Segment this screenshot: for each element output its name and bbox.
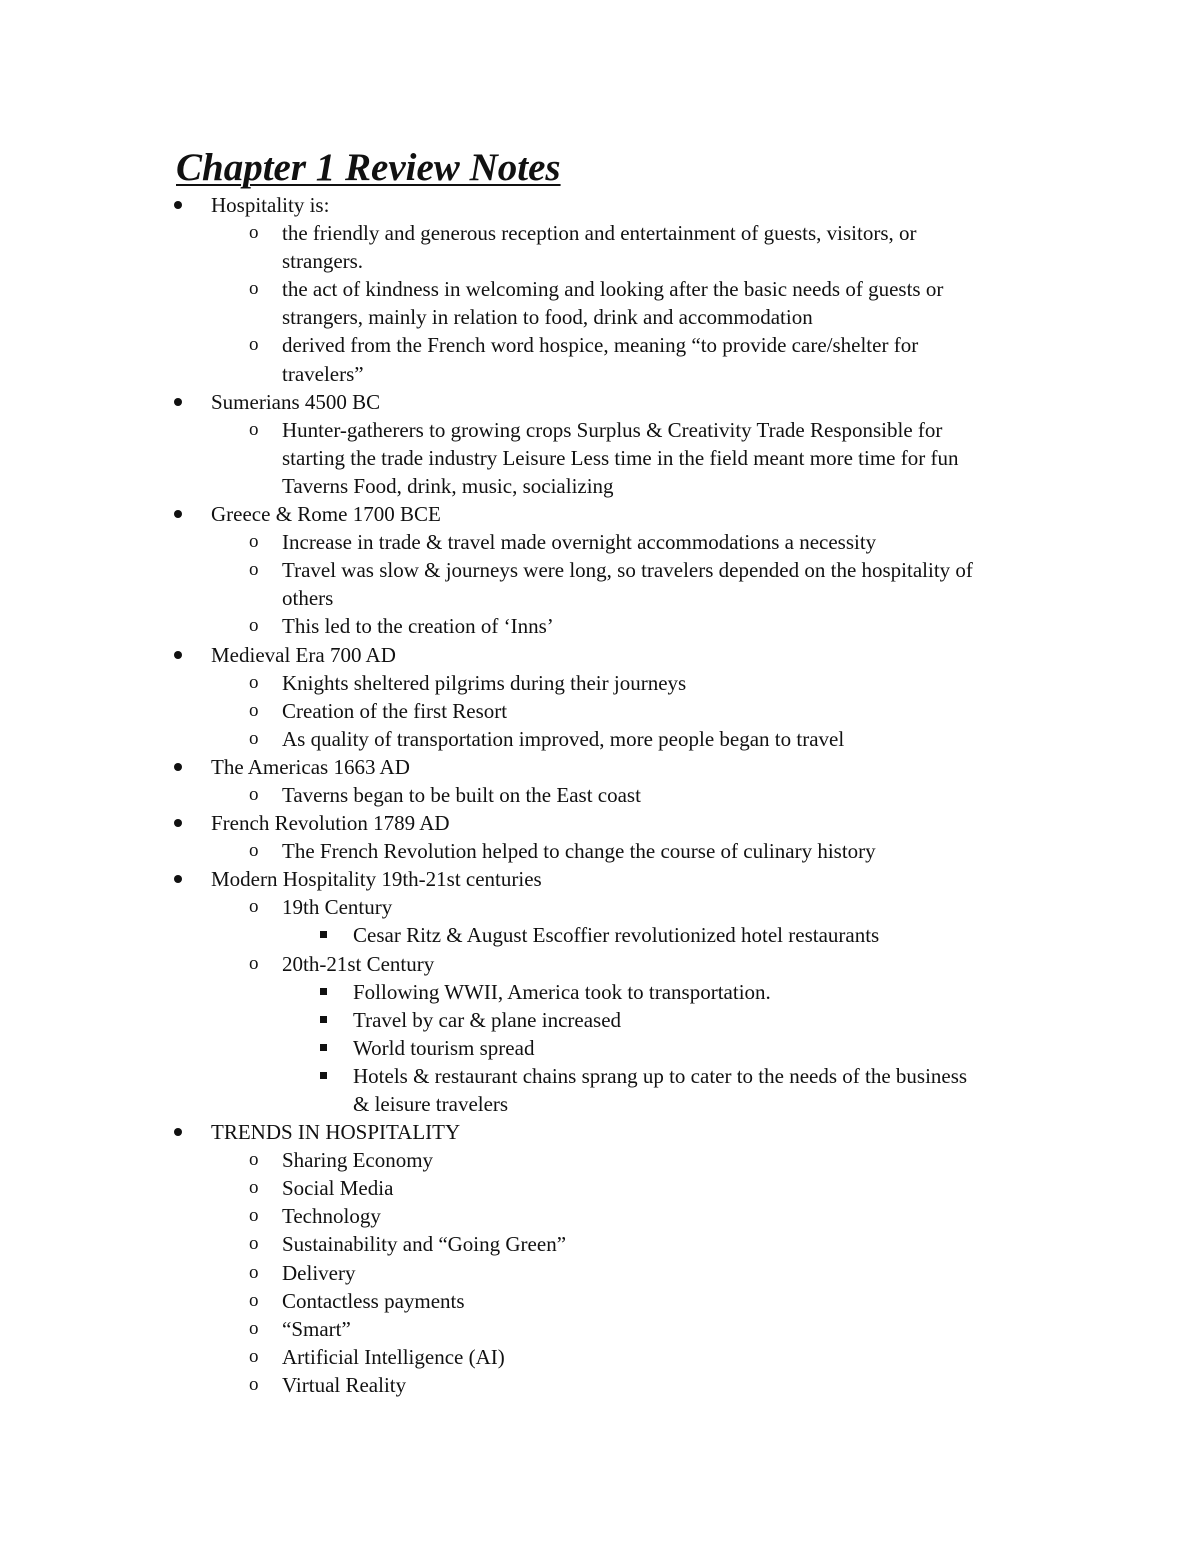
bullet-circle-icon: o: [249, 1205, 259, 1227]
list-item-text: The Americas 1663 AD: [211, 754, 410, 779]
list-item-continuation: [0, 472, 1200, 500]
bullet-circle-icon: o: [249, 671, 259, 693]
bullet-circle-icon: o: [249, 840, 259, 862]
list-item-level-2: [0, 275, 1200, 303]
list-item-text: the friendly and generous reception and entertainment of guests, visitors, or: [282, 221, 917, 246]
list-item-level-2: [0, 697, 1200, 725]
bullet-circle-icon: o: [249, 559, 259, 581]
list-item-level-1: [0, 865, 1200, 893]
list-item-continuation: [0, 444, 1200, 472]
list-item-text: Virtual Reality: [282, 1372, 407, 1397]
list-item-text: “Smart”: [282, 1316, 351, 1341]
list-item-level-2: [0, 1202, 1200, 1230]
list-item-text: French Revolution 1789 AD: [211, 811, 450, 836]
bullet-circle-icon: o: [249, 896, 259, 918]
list-item-level-1: [0, 1118, 1200, 1146]
list-item-text: Hotels & restaurant chains sprang up to cater to the needs of the business: [353, 1063, 968, 1088]
list-item-text: TRENDS IN HOSPITALITY: [211, 1120, 461, 1145]
list-item-text: Delivery: [282, 1260, 356, 1285]
list-item-level-2: [0, 1259, 1200, 1287]
list-item-text: Taverns Food, drink, music, socializing: [282, 473, 614, 498]
list-item-text: World tourism spread: [353, 1035, 535, 1060]
list-item-text: Increase in trade & travel made overnight accommodations a necessity: [282, 530, 877, 555]
list-item-text: Sharing Economy: [282, 1148, 434, 1173]
list-item-text: Social Media: [282, 1176, 394, 1201]
bullet-square-icon: [320, 978, 330, 1006]
list-item-text: This led to the creation of ‘Inns’: [282, 614, 554, 639]
list-item-text: Contactless payments: [282, 1288, 465, 1313]
list-item-level-1: [0, 191, 1200, 219]
list-item-level-2: [0, 1174, 1200, 1202]
list-item-text: Taverns began to be built on the East coast: [282, 782, 641, 807]
bullet-square-icon: [320, 921, 330, 949]
list-item-text: Cesar Ritz & August Escoffier revolutionized hotel restaurants: [353, 923, 880, 948]
bullet-circle-icon: o: [249, 334, 259, 356]
list-item-text: derived from the French word hospice, meaning “to provide care/shelter for: [282, 333, 919, 358]
list-item-level-3: [0, 921, 1200, 949]
bullet-square-icon: [320, 1062, 330, 1090]
list-item-level-2: [0, 1343, 1200, 1371]
list-item-level-2: [0, 1146, 1200, 1174]
bullet-circle-icon: o: [249, 727, 259, 749]
list-item-text: the act of kindness in welcoming and looking after the basic needs of guests or: [282, 277, 944, 302]
bullet-circle-icon: o: [249, 222, 259, 244]
list-item-level-2: [0, 556, 1200, 584]
bullet-square-icon: [320, 1034, 330, 1062]
bullet-square-icon: [320, 1006, 330, 1034]
list-item-level-2: [0, 1287, 1200, 1315]
list-item-level-2: [0, 669, 1200, 697]
list-item-level-2: [0, 331, 1200, 359]
list-item-text: strangers.: [282, 249, 364, 274]
bullet-circle-icon: o: [249, 278, 259, 300]
list-item-level-2: [0, 528, 1200, 556]
bullet-circle-icon: o: [249, 1345, 259, 1367]
bullet-circle-icon: o: [249, 1289, 259, 1311]
bullet-circle-icon: o: [249, 418, 259, 440]
bullet-circle-icon: o: [249, 615, 259, 637]
list-item-text: 20th-21st Century: [282, 951, 435, 976]
bullet-circle-icon: o: [249, 1233, 259, 1255]
list-item-text: Following WWII, America took to transportation.: [353, 979, 771, 1004]
bullet-dot-icon: [174, 500, 186, 528]
list-item-text: strangers, mainly in relation to food, drink and accommodation: [282, 305, 813, 330]
list-item-continuation: [0, 247, 1200, 275]
list-item-text: Hunter-gatherers to growing crops Surplus & Creativity Trade Responsible for: [282, 417, 943, 442]
list-item-text: As quality of transportation improved, more people began to travel: [282, 726, 845, 751]
list-item-text: Creation of the first Resort: [282, 698, 508, 723]
list-item-level-2: [0, 950, 1200, 978]
list-item-level-3: [0, 1034, 1200, 1062]
list-item-level-2: [0, 725, 1200, 753]
list-item-level-1: [0, 753, 1200, 781]
list-item-text: Modern Hospitality 19th-21st centuries: [211, 867, 542, 892]
list-item-level-2: [0, 893, 1200, 921]
list-item-text: Sumerians 4500 BC: [211, 389, 381, 414]
bullet-circle-icon: o: [249, 1177, 259, 1199]
bullet-circle-icon: o: [249, 699, 259, 721]
list-item-level-2: [0, 219, 1200, 247]
list-item-level-1: [0, 809, 1200, 837]
list-item-level-2: [0, 781, 1200, 809]
bullet-dot-icon: [174, 191, 186, 219]
list-item-level-2: [0, 416, 1200, 444]
bullet-circle-icon: o: [249, 1373, 259, 1395]
list-item-text: starting the trade industry Leisure Less time in the field meant more time for fun: [282, 445, 959, 470]
list-item-continuation: [0, 1090, 1200, 1118]
list-item-continuation: [0, 360, 1200, 388]
list-item-level-2: [0, 1230, 1200, 1258]
list-item-level-2: [0, 1315, 1200, 1343]
list-item-continuation: [0, 584, 1200, 612]
list-item-text: Artificial Intelligence (AI): [282, 1344, 505, 1369]
bullet-circle-icon: o: [249, 531, 259, 553]
list-item-text: Hospitality is:: [211, 193, 330, 217]
list-item-continuation: [0, 303, 1200, 331]
list-item-level-1: [0, 388, 1200, 416]
list-item-text: & leisure travelers: [353, 1092, 509, 1116]
bullet-circle-icon: o: [249, 783, 259, 805]
bullet-dot-icon: [174, 865, 186, 893]
list-item-text: others: [282, 586, 334, 611]
bullet-dot-icon: [174, 388, 186, 416]
outline-list: [0, 191, 1200, 1399]
list-item-text: Technology: [282, 1204, 381, 1229]
list-item-text: Travel was slow & journeys were long, so travelers depended on the hospitality of: [282, 558, 973, 583]
bullet-circle-icon: o: [249, 1149, 259, 1171]
page-title: Chapter 1 Review Notes: [176, 146, 561, 189]
bullet-circle-icon: o: [249, 1317, 259, 1339]
list-item-text: Knights sheltered pilgrims during their journeys: [282, 670, 687, 695]
list-item-level-3: [0, 1006, 1200, 1034]
list-item-text: Travel by car & plane increased: [353, 1007, 622, 1032]
list-item-level-3: [0, 978, 1200, 1006]
list-item-level-1: [0, 500, 1200, 528]
list-item-level-2: [0, 837, 1200, 865]
bullet-circle-icon: o: [249, 1261, 259, 1283]
list-item-text: 19th Century: [282, 895, 393, 920]
list-item-text: Greece & Rome 1700 BCE: [211, 502, 441, 527]
list-item-level-2: [0, 612, 1200, 640]
list-item-text: The French Revolution helped to change the course of culinary history: [282, 839, 876, 864]
list-item-text: Sustainability and “Going Green”: [282, 1232, 567, 1257]
list-item-level-2: [0, 1371, 1200, 1399]
list-item-level-1: [0, 641, 1200, 669]
list-item-text: Medieval Era 700 AD: [211, 642, 396, 667]
bullet-circle-icon: o: [249, 952, 259, 974]
bullet-dot-icon: [174, 641, 186, 669]
bullet-dot-icon: [174, 753, 186, 781]
bullet-dot-icon: [174, 1118, 186, 1146]
list-item-level-3: [0, 1062, 1200, 1090]
list-item-text: travelers”: [282, 361, 364, 386]
bullet-dot-icon: [174, 809, 186, 837]
